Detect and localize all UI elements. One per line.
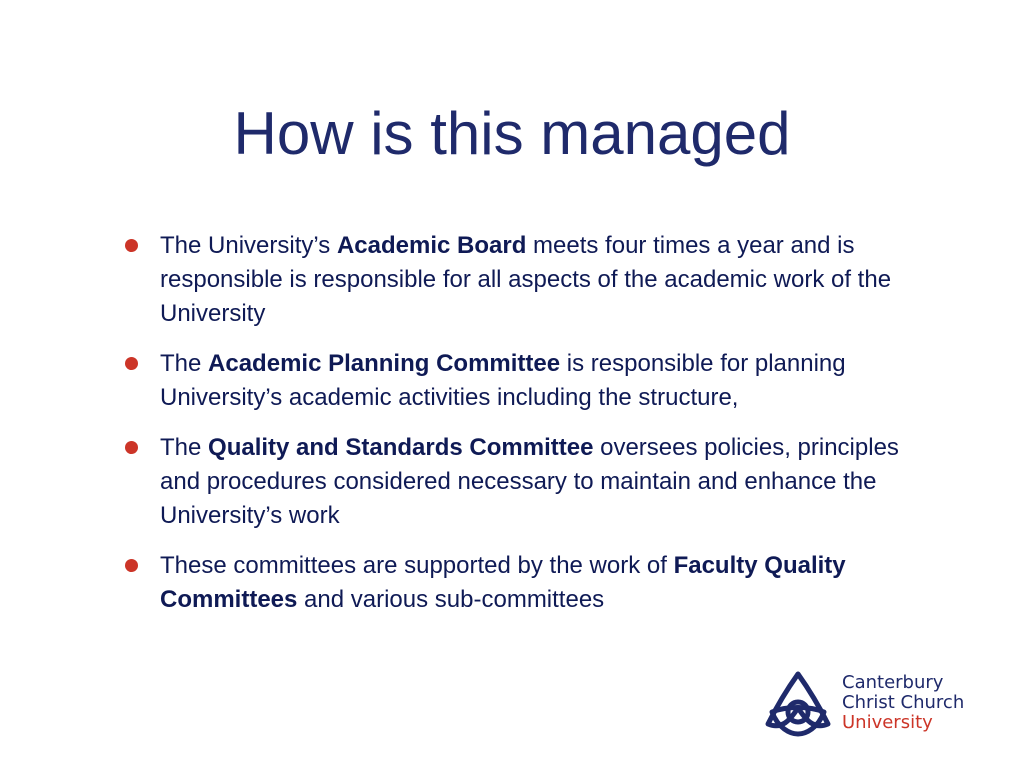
- bullet-dot-icon: [125, 441, 138, 454]
- bullet-item: [160, 549, 900, 617]
- bullet-bold-text: Quality and Standards Committee: [208, 434, 594, 461]
- bullet-bold-text: Academic Board: [336, 232, 527, 259]
- bullet-dot-icon: [125, 357, 138, 370]
- bullet-text: These committees are supported by the work of: [160, 552, 674, 579]
- university-logo: [760, 668, 990, 748]
- triquetra-logo-icon: [760, 668, 836, 740]
- bullet-item: [160, 431, 900, 533]
- bullet-list: [160, 229, 900, 633]
- bullet-text: The: [160, 434, 209, 461]
- bullet-text: is responsible for planning University’s academic activities including the structure,: [160, 350, 846, 411]
- bullet-text: oversees policies, principles and procedures considered necessary to maintain and enhance the University’s work: [160, 434, 899, 529]
- bullet-dot-icon: [125, 239, 138, 252]
- bullet-item: [160, 229, 900, 331]
- logo-line-1: Canterbury: [842, 672, 944, 693]
- bullet-text: The: [160, 350, 209, 377]
- logo-line-2: Christ Church: [842, 692, 965, 713]
- bullet-bold-text: Faculty Quality Committees: [160, 552, 846, 613]
- logo-line-3: University: [842, 712, 933, 733]
- bullet-text: meets four times a year and is responsible is responsible for all aspects of the academic work of the University: [160, 232, 892, 327]
- bullet-bold-text: Academic Planning Committee: [208, 350, 561, 377]
- bullet-item: [160, 347, 900, 415]
- slide-title: How is this managed: [233, 100, 791, 167]
- bullet-dot-icon: [125, 559, 138, 572]
- logo-wordmark: [842, 673, 964, 733]
- bullet-text: The University’s: [160, 232, 337, 259]
- bullet-text: and various sub-committees: [297, 586, 605, 613]
